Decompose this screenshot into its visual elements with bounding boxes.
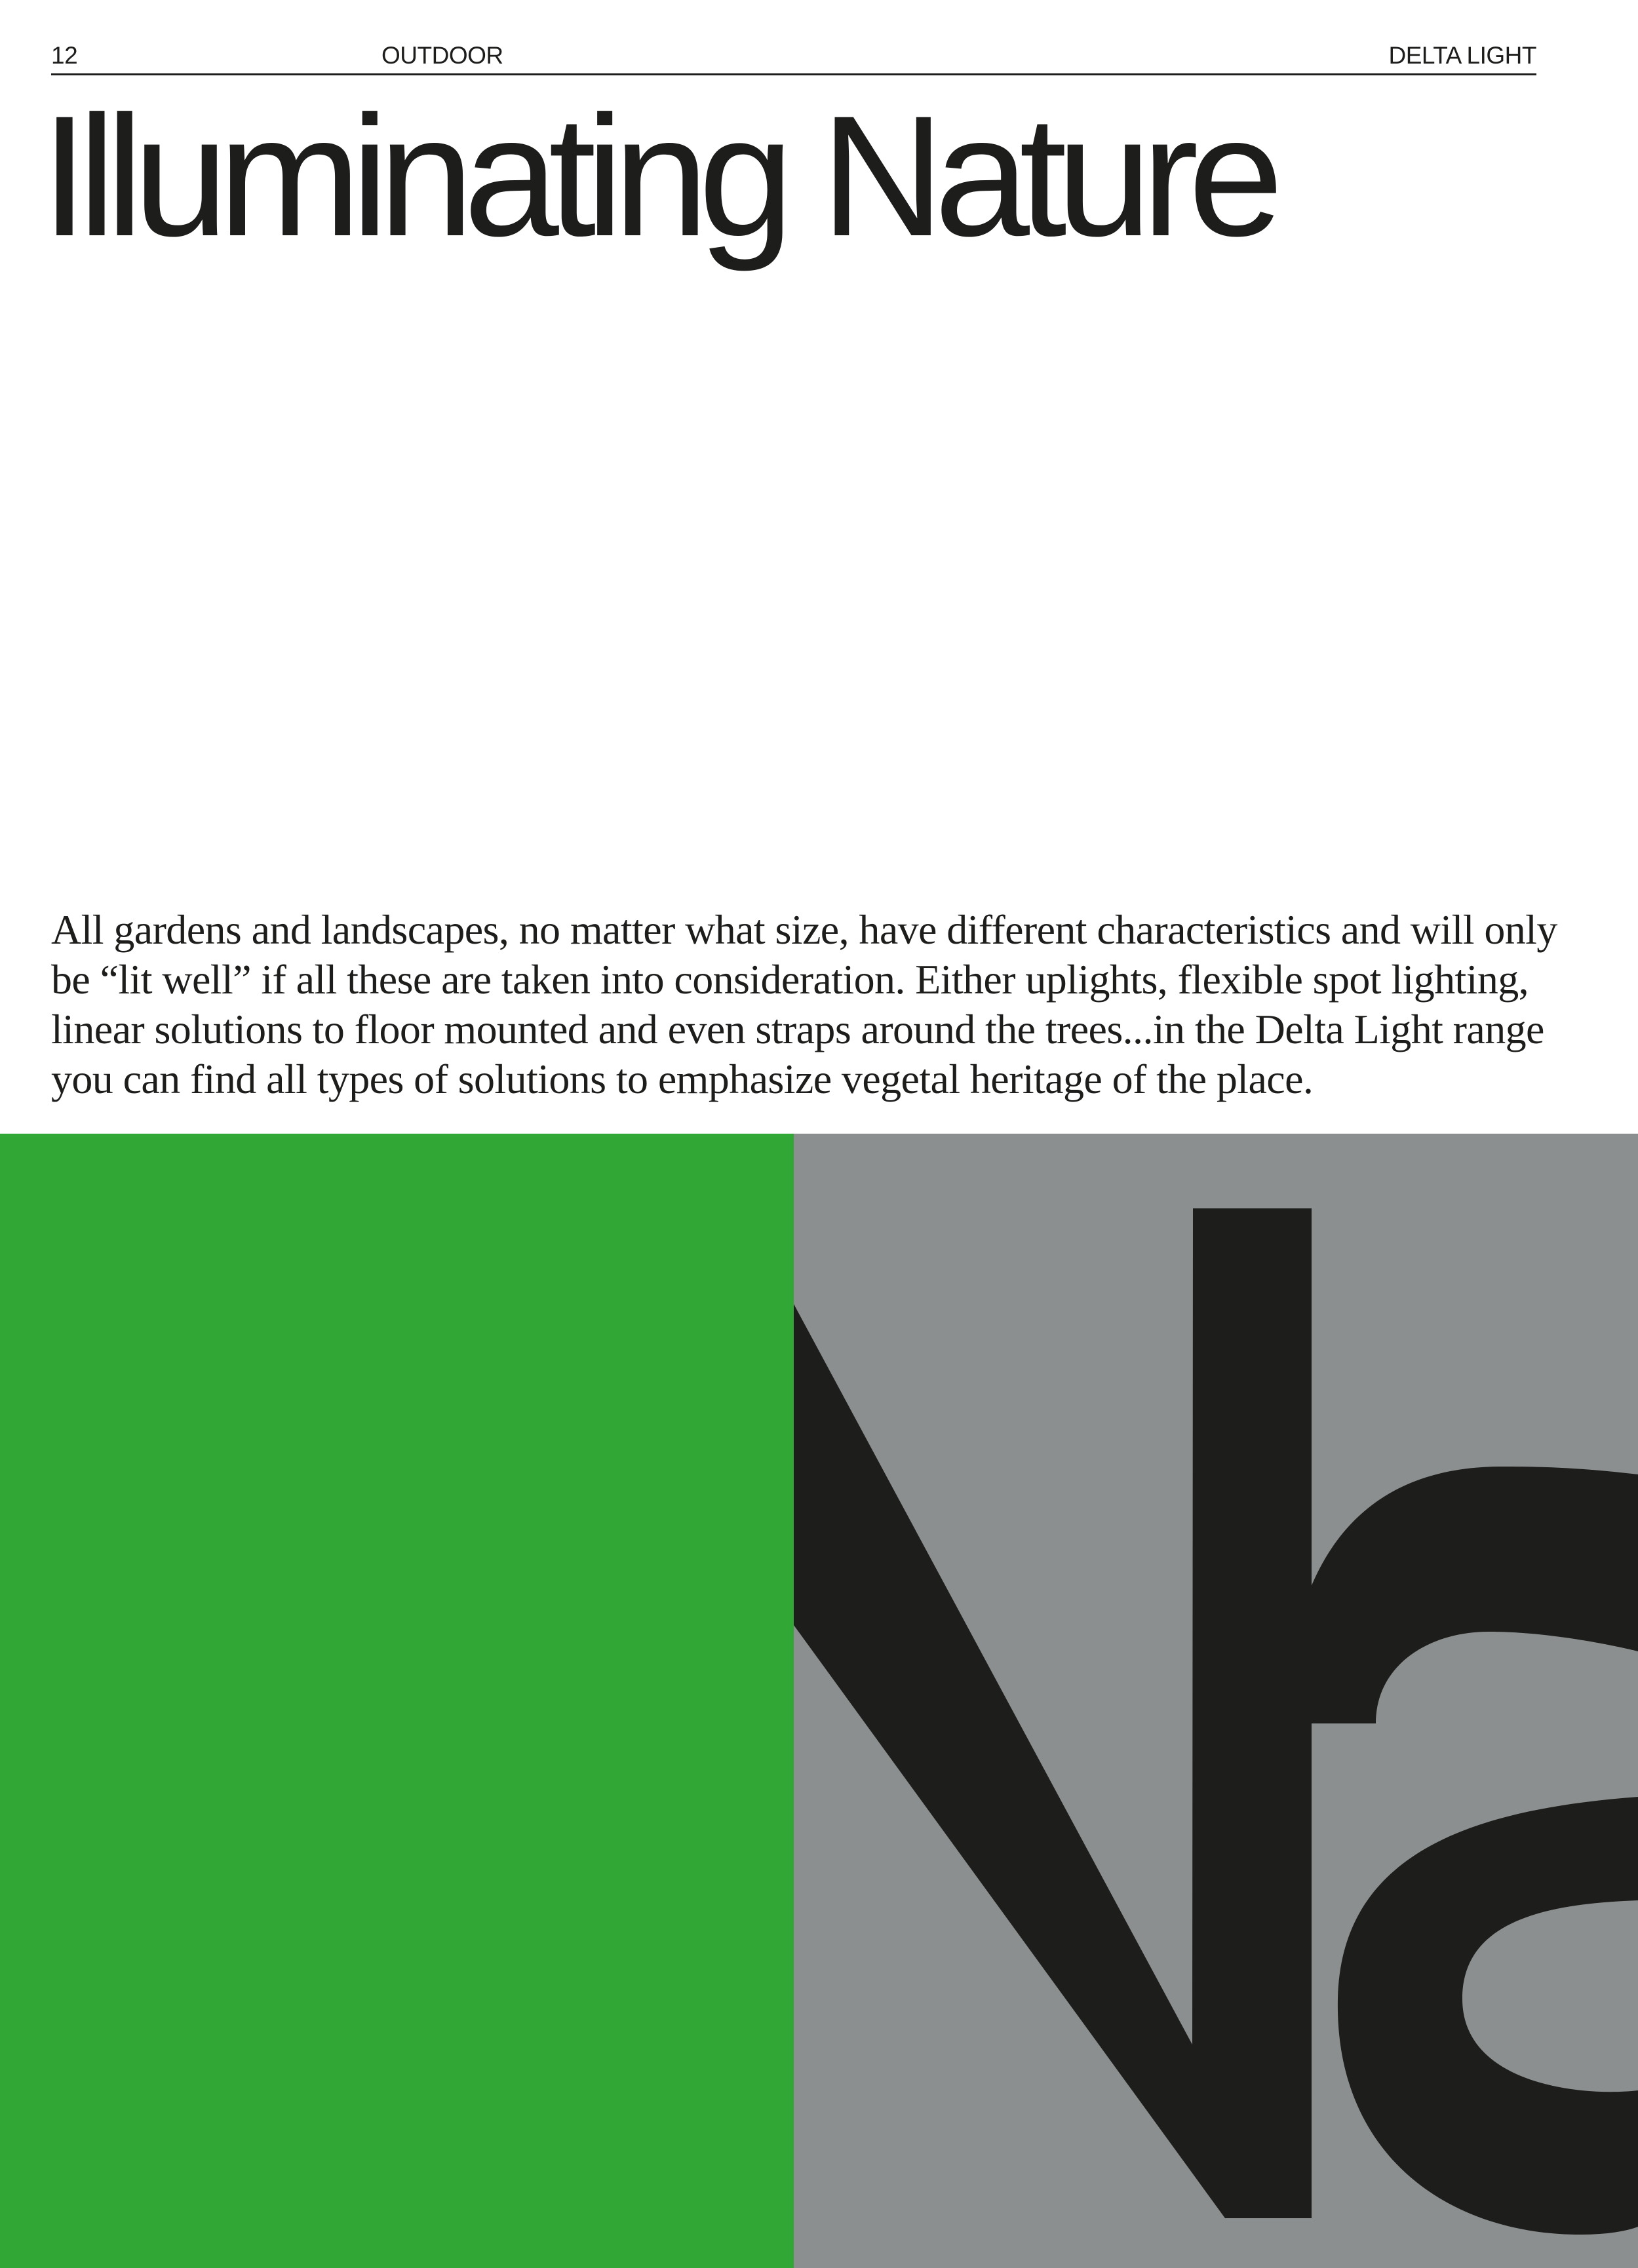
section-label: OUTDOOR	[381, 42, 503, 69]
letter-a-shape	[1284, 1467, 1638, 2235]
letter-n-shape	[794, 1208, 1312, 2218]
grey-color-block	[794, 1134, 1638, 2268]
green-color-block	[0, 1134, 794, 2268]
page-number: 12	[51, 42, 78, 69]
brand-label: DELTA LIGHT	[1388, 42, 1536, 69]
page-header	[51, 41, 1536, 75]
intro-paragraph: All gardens and landscapes, no matter what size, have different characteristics and will only be “lit well” if all these are taken into consideration. Either uplights, flexible spot lighting, linear solutions to floor mounted and even straps around the trees...in the Delta Light range you can find all types of solutions to emphasize vegetal heritage of the place.	[51, 906, 1557, 1102]
page-title: Illuminating Nature	[41, 80, 1274, 272]
big-letters-graphic	[794, 1134, 1638, 2268]
